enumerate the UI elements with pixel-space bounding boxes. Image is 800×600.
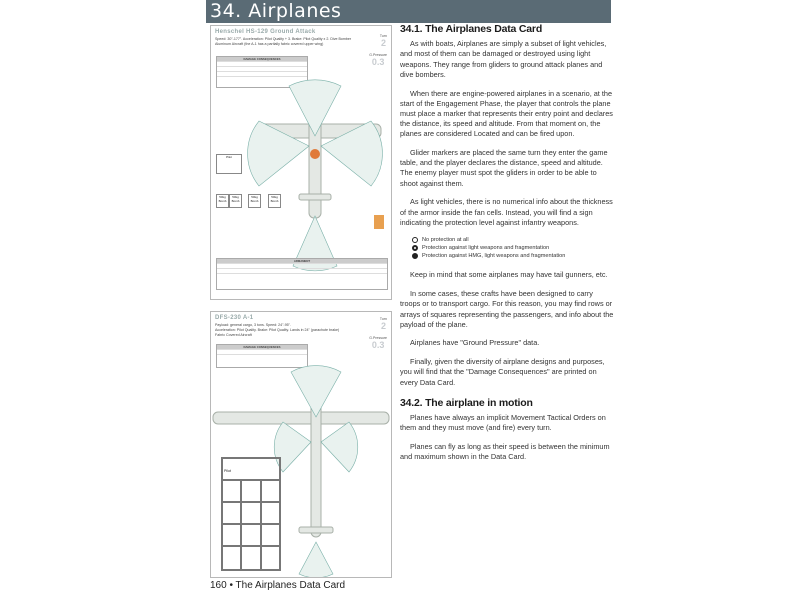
bomb-box: 50kg Bomb — [248, 194, 261, 208]
bomb-box: 50kg Bomb — [216, 194, 229, 208]
passenger-cell — [241, 546, 261, 570]
passenger-cell — [241, 480, 261, 502]
card-spec-line: Fabric Covered Aircraft — [215, 333, 252, 337]
passenger-cell — [241, 502, 261, 524]
data-card-dfs230 — [210, 311, 392, 578]
passenger-cell — [261, 502, 280, 524]
paragraph: Keep in mind that some airplanes may have tail gunners, etc. — [410, 270, 608, 280]
gp-value: 0.3 — [371, 57, 385, 67]
gp-label: G.Pressure — [369, 53, 387, 57]
table-header: DAMAGE CONSEQUENCES — [217, 345, 307, 349]
paragraph: When there are engine-powered airplanes in a scenario, at the start of the Engagement Phase, the player that controls the plane must place a marker that represents their entry point and declares the distance, its speed and altitude. From that moment on, the planes are considered Located and can be fired upon. — [400, 88, 613, 139]
turn-value: 2 — [380, 321, 386, 331]
chapter-title: 34. Airplanes — [210, 0, 342, 22]
rear-fan — [299, 542, 333, 577]
paragraph: Finally, given the diversity of airplane designs and purposes, you will find that the "Damage Consequences" are printed on every Data Card. — [400, 357, 605, 387]
legend-item — [412, 236, 614, 244]
filled-circle-icon — [412, 253, 418, 259]
table-header: ARMAMENT — [217, 259, 387, 263]
orange-marker — [374, 215, 384, 229]
card-title: Henschel HS-129 Ground Attack — [215, 29, 316, 35]
legend-label: Protection against light weapons and fragmentation — [422, 245, 550, 252]
passenger-cell — [222, 480, 241, 502]
protection-legend — [412, 236, 614, 260]
card-spec-line: Payload: general cargo, 3 tons. Speed: 24"-95". — [215, 323, 291, 327]
section-heading: 34.1. The Airplanes Data Card — [400, 23, 543, 35]
paragraph: Airplanes have "Ground Pressure" data. — [410, 338, 540, 348]
card-spec-line: Speed: 30"-177". Acceleration: Pilot Quality + 3. Brake: Pilot Quality x 2. Dive Bomber — [215, 37, 352, 41]
bomb-box: 50kg Bomb — [268, 194, 281, 208]
ring-circle-icon — [412, 245, 418, 251]
paragraph: Glider markers are placed the same turn they enter the game table, and the player declares the distance, speed and altitude. The enemy player must spot the gliders in order to be able to shoot against them. — [400, 148, 608, 188]
legend-item — [412, 244, 614, 252]
page-footer: 160 • The Airplanes Data Card — [210, 580, 346, 591]
table-header: DAMAGE CONSEQUENCES — [217, 57, 307, 61]
section-heading: 34.2. The airplane in motion — [400, 396, 533, 409]
turn-value: 2 — [380, 38, 386, 48]
passenger-grid — [221, 457, 281, 571]
card-title: DFS-230 A-1 — [215, 315, 254, 321]
passenger-cell — [261, 524, 280, 546]
paragraph: As with boats, Airplanes are simply a subset of light vehicles, and most of them can be damaged or destroyed using light weapons. They range from gliders to ground attack planes and dive bombers. — [400, 39, 607, 79]
passenger-cell — [261, 480, 280, 502]
article-column — [400, 24, 614, 471]
legend-label: No protection at all — [422, 237, 469, 244]
gp-label: G.Pressure — [369, 336, 387, 340]
front-fan — [291, 366, 341, 417]
pilot-box — [216, 154, 242, 174]
legend-item — [412, 252, 614, 260]
right-fan — [321, 422, 358, 472]
turn-label: Turn — [379, 317, 387, 321]
legend-label: Protection against HMG, light weapons and fragmentation — [422, 253, 566, 260]
paragraph: In some cases, these crafts have been designed to carry troops or to transport cargo. For this reason, you may find rows or arrays of squares representing the passengers, and info about the payload of the plane. — [400, 289, 614, 329]
tail-shape — [299, 527, 333, 533]
table-row — [217, 273, 387, 278]
pilot-cell — [222, 458, 280, 480]
pilot-label: Pilot — [226, 155, 232, 159]
paragraph: As light vehicles, there is no numerical info about the thickness of the armor inside the fan cells. Instead, you will find a sign indicating the protection level against infantry weapons. — [400, 197, 613, 227]
pilot-label: Pilot — [224, 469, 231, 473]
data-card-hs129 — [210, 25, 392, 300]
chapter-header — [206, 0, 611, 23]
paragraph: Planes can fly as long as their speed is between the minimum and maximum shown in the Data Card. — [400, 441, 610, 462]
passenger-cell — [222, 502, 241, 524]
passenger-cell — [241, 524, 261, 546]
card-spec-line: Aluminum Aircraft (the A-1 has a partially fabric covered upper wing) — [215, 42, 324, 46]
bomb-box: 50kg Bomb — [229, 194, 242, 208]
passenger-cell — [222, 524, 241, 546]
paragraph: Planes have always an implicit Movement Tactical Orders on them and they must move (and fire) every turn. — [400, 412, 606, 433]
cockpit-marker — [310, 149, 320, 159]
wing-shape — [213, 412, 389, 424]
tail-shape — [299, 194, 331, 200]
card-spec-line: Acceleration: Pilot Quality. Brake: Pilot Quality. Lands in 24" (parachute brake) — [215, 328, 340, 332]
turn-label: Turn — [379, 34, 387, 38]
gp-value: 0.3 — [371, 340, 385, 350]
passenger-cell — [261, 546, 280, 570]
passenger-cell — [222, 546, 241, 570]
armament-table — [216, 258, 388, 290]
empty-circle-icon — [412, 237, 418, 243]
